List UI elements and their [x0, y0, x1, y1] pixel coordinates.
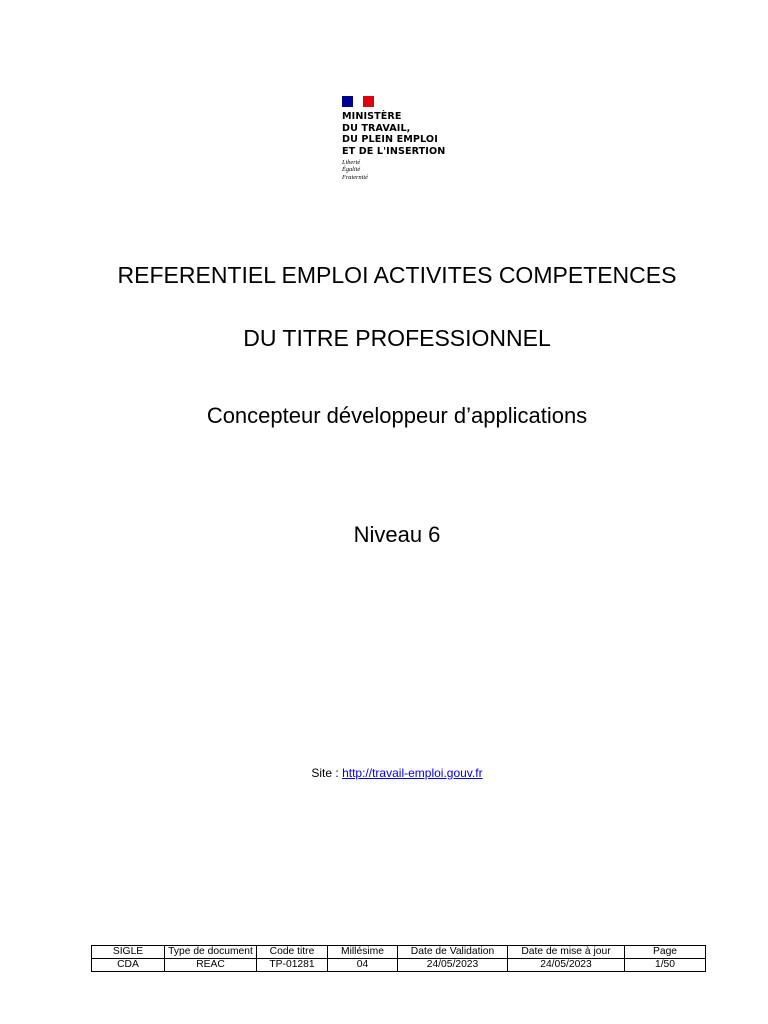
meta-value-cell: 04	[328, 959, 398, 972]
meta-header-cell: Type de document	[165, 946, 257, 959]
meta-header-row	[92, 946, 706, 959]
level-label: Niveau 6	[353, 522, 441, 547]
ministry-line: DU PLEIN EMPLOI	[342, 134, 438, 145]
meta-header-cell: SIGLE	[92, 946, 165, 959]
flag-blue-stripe	[342, 96, 353, 107]
french-flag-icon	[342, 96, 374, 107]
meta-value-cell: 24/05/2023	[398, 959, 508, 972]
meta-header-cell: Page	[625, 946, 706, 959]
meta-header-cell: Date de Validation	[398, 946, 508, 959]
meta-value-cell: CDA	[92, 959, 165, 972]
meta-value-cell: REAC	[165, 959, 257, 972]
site-link[interactable]: http://travail-emploi.gouv.fr	[342, 766, 483, 780]
document-meta-table	[91, 945, 706, 972]
flag-red-stripe	[363, 96, 374, 107]
meta-value-cell: TP-01281	[257, 959, 328, 972]
ministry-line: MINISTÈRE	[342, 111, 402, 122]
flag-white-stripe	[353, 96, 363, 107]
ministry-line: DU TRAVAIL,	[342, 122, 411, 134]
meta-value-cell: 1/50	[625, 959, 706, 972]
meta-header-cell: Date de mise à jour	[508, 946, 625, 959]
ministry-logo	[342, 96, 472, 181]
document-title-line-2: DU TITRE PROFESSIONNEL	[243, 325, 551, 351]
republic-motto	[342, 159, 472, 181]
meta-value-row	[92, 959, 706, 972]
site-line	[0, 766, 768, 780]
motto-line: Égalité	[342, 166, 361, 174]
ministry-name	[342, 111, 472, 157]
meta-header-cell: Millésime	[328, 946, 398, 959]
meta-header-cell: Code titre	[257, 946, 328, 959]
document-title-line-1: REFERENTIEL EMPLOI ACTIVITES COMPETENCES	[117, 262, 677, 288]
meta-value-cell: 24/05/2023	[508, 959, 625, 972]
profession-title: Concepteur développeur d’applications	[206, 403, 588, 428]
motto-line: Liberté	[342, 159, 361, 166]
site-label: Site :	[311, 766, 343, 780]
ministry-line: ET DE L'INSERTION	[342, 145, 446, 157]
motto-line: Fraternité	[342, 173, 368, 181]
